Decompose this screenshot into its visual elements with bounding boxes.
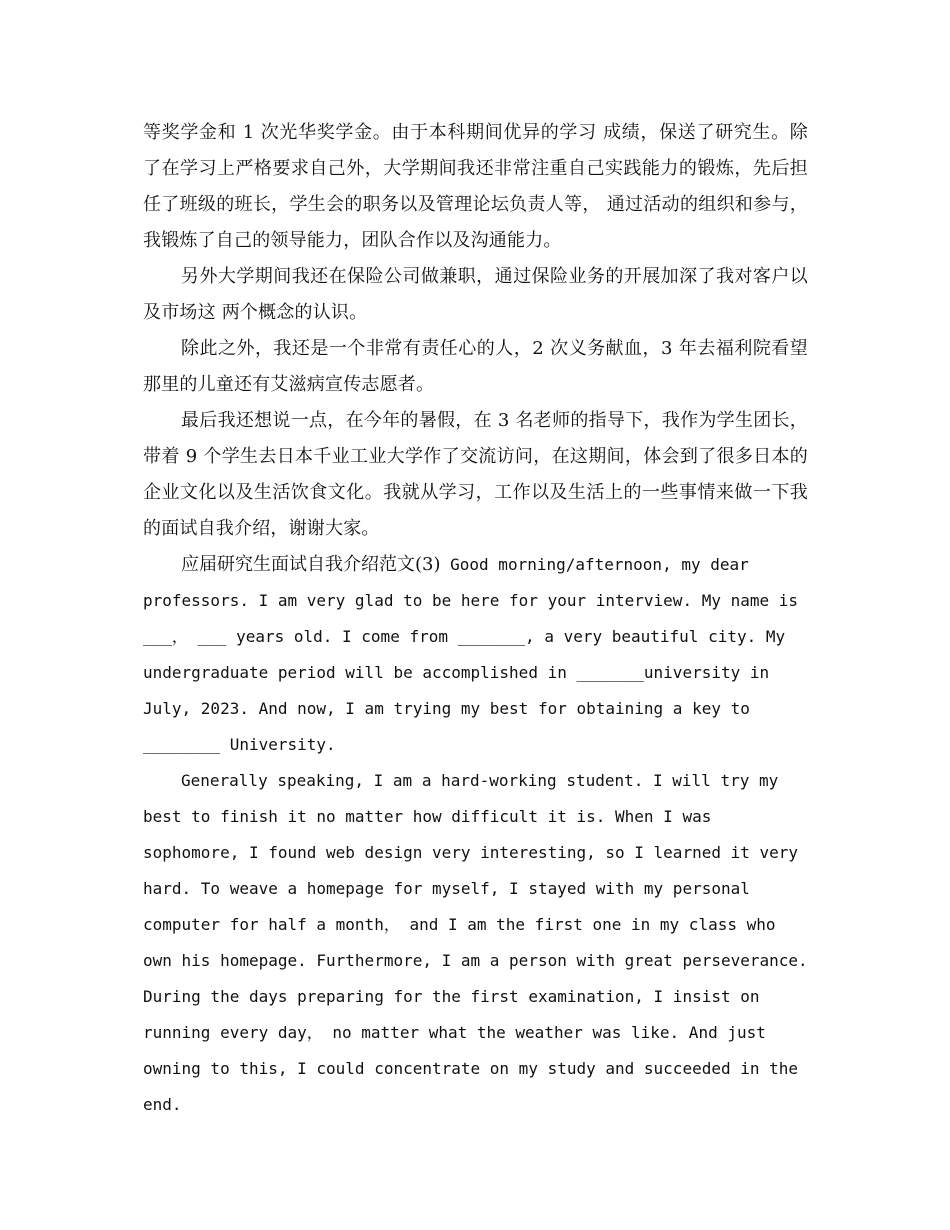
paragraph-volunteer: 除此之外，我还是一个非常有责任心的人，2 次义务献血，3 年去福利院看望那里的儿童还有艾滋病宣传志愿者。: [143, 338, 808, 395]
paragraph-exchange-visit: 最后我还想说一点，在今年的暑假，在 3 名老师的指导下，我作为学生团长，带着 9 个学生去日本千业工业大学作了交流访问，在这期间，体会到了很多日本的企业文化以及生活饮食文化。我就从学习，工作以及生活上的一些事情来做一下我的面试自我介绍，谢谢大家。: [143, 410, 808, 539]
paragraph-part-time-job: 另外大学期间我还在保险公司做兼职，通过保险业务的开展加深了我对客户以及市场这 两个概念的认识。: [143, 266, 808, 323]
paragraph-scholarship: 等奖学金和 1 次光华奖学金。由于本科期间优异的学习 成绩，保送了研究生。除了在学习上严格要求自己外，大学期间我还非常注重自己实践能力的锻炼，先后担任了班级的班长，学生会的职务以及管理论坛负责人等， 通过活动的组织和参与，我锻炼了自己的领导能力，团队合作以及沟通能力。: [143, 122, 808, 251]
paragraph-english-intro: [143, 547, 808, 763]
section-heading: 应届研究生面试自我介绍范文(3): [181, 554, 441, 575]
paragraph-english-body: Generally speaking, I am a hard-working student. I will try my best to finish it no matter how difficult it is. When I was sophomore, I found web design very interesting, so I learned it very hard. To weave a homepage for myself, I stayed with my personal computer for half a month， and I am the first one in my class who own his homepage. Furthermore, I am a person with great perseverance. During the days preparing for the first examination, I insist on running every day， no matter what the weather was like. And just owning to this, I could concentrate on my study and succeeded in the end.: [143, 771, 808, 1114]
english-intro-text: Good morning/afternoon, my dear professors. I am very glad to be here for your interview. My name is ___， ___ years old. I come from _______, a very beautiful city. My undergraduate period will be accomplished in _______university in July, 2023. And now, I am trying my best for obtaining a key to ________ University.: [143, 555, 799, 754]
document-body: [143, 115, 808, 1123]
